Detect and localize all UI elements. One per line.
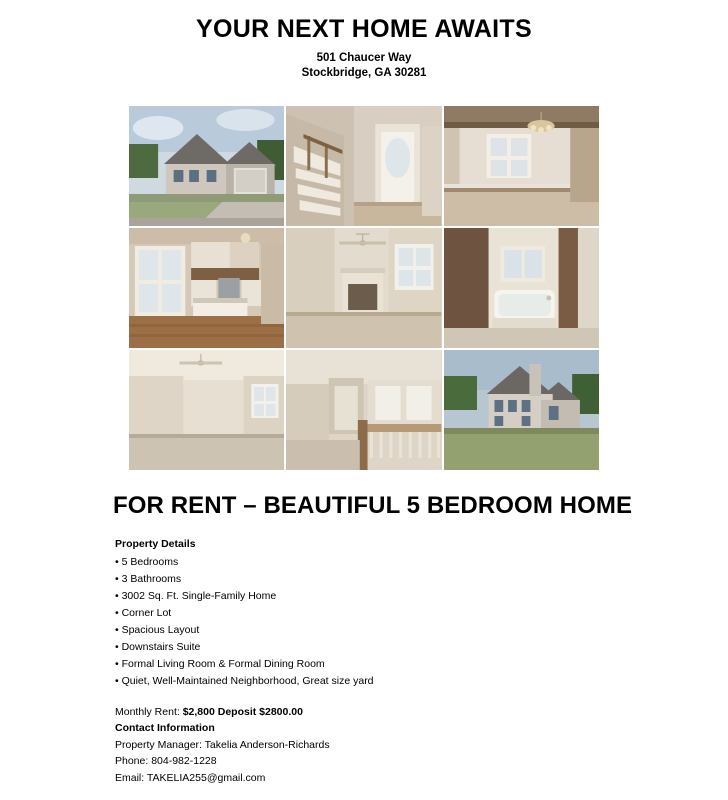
property-manager: Property Manager: Takelia Anderson-Richards <box>115 738 330 751</box>
list-item: • Corner Lot <box>115 606 172 619</box>
property-details-section <box>0 520 728 690</box>
list-item: • Downstairs Suite <box>115 640 201 653</box>
photo-bathroom-tub <box>444 228 599 348</box>
list-item: • Quiet, Well-Maintained Neighborhood, Great size yard <box>115 674 374 687</box>
contact-email[interactable]: Email: TAKELIA255@gmail.com <box>115 771 266 784</box>
list-item: • 3 Bathrooms <box>115 572 182 585</box>
flyer-header <box>0 0 728 82</box>
address-line-2: Stockbridge, GA 30281 <box>301 67 427 80</box>
photo-kitchen <box>129 228 284 348</box>
list-item: • Spacious Layout <box>115 623 200 636</box>
property-details-list <box>115 554 728 690</box>
address-block <box>0 51 728 82</box>
monthly-rent-value: $2,800 Deposit $2800.00 <box>182 705 303 718</box>
photo-foyer-staircase <box>286 106 441 226</box>
page-title: YOUR NEXT HOME AWAITS <box>196 15 532 43</box>
photo-exterior-front <box>129 106 284 226</box>
photo-gallery <box>129 106 599 470</box>
photo-exterior-backyard <box>444 350 599 470</box>
contact-section <box>0 690 728 787</box>
photo-formal-dining <box>444 106 599 226</box>
monthly-rent-label: Monthly Rent: <box>115 705 183 718</box>
property-details-heading: Property Details <box>115 537 196 550</box>
headline: FOR RENT – BEAUTIFUL 5 BEDROOM HOME <box>113 491 633 519</box>
monthly-rent-line <box>115 704 728 721</box>
photo-upstairs-landing <box>286 350 441 470</box>
list-item: • 5 Bedrooms <box>115 555 179 568</box>
address-line-1: 501 Chaucer Way <box>316 51 412 64</box>
photo-bedroom-vaulted <box>129 350 284 470</box>
photo-living-room-fireplace <box>286 228 441 348</box>
list-item: • 3002 Sq. Ft. Single-Family Home <box>115 589 277 602</box>
contact-phone[interactable]: Phone: 804-982-1228 <box>115 755 217 768</box>
list-item: • Formal Living Room & Formal Dining Room <box>115 657 325 670</box>
contact-heading: Contact Information <box>115 722 215 735</box>
